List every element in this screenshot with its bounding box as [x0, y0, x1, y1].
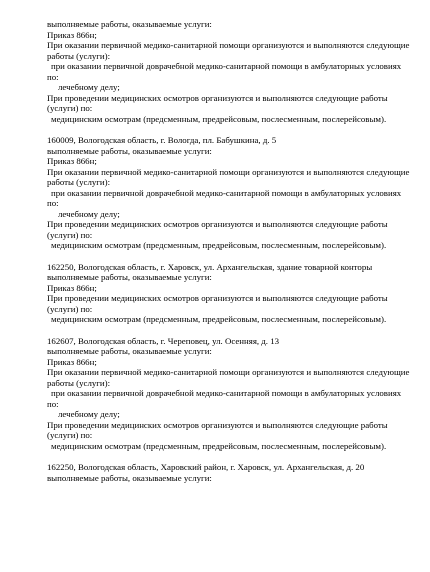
document-text-line: выполняемые работы, оказываемые услуги:: [47, 472, 212, 483]
document-text-line: 160009, Вологодская область, г. Вологда, пл. Бабушкина, д. 5: [47, 135, 277, 145]
document-text-line: выполняемые работы, оказываемые услуги:: [47, 145, 212, 156]
document-text-line: Приказ 866н;: [47, 282, 97, 293]
document-text-line: При оказании первичной медико-санитарной помощи организуются и выполняются следующие: [47, 367, 410, 377]
document-text-line: по:: [47, 398, 59, 409]
document-text-line: Приказ 866н;: [47, 29, 97, 40]
document-text-line: медицинским осмотрам (предсменным, предрейсовым, послесменным, послерейсовым).: [51, 314, 387, 324]
document-text-line: медицинским осмотрам (предсменным, предрейсовым, послесменным, послерейсовым).: [51, 240, 387, 250]
document-text-line: При проведении медицинских осмотров организуются и выполняются следующие работы: [47, 92, 388, 103]
document-text-line: 162250, Вологодская область, г. Харовск, ул. Архангельская, здание товарной конторы: [47, 261, 373, 272]
document-text-line: работы (услуги):: [47, 50, 111, 61]
document-text-line: Приказ 866н;: [47, 156, 97, 166]
document-text-line: При проведении медицинских осмотров организуются и выполняются следующие работы: [47, 219, 388, 229]
document-text-line: работы (услуги):: [47, 377, 111, 388]
document-text-line: медицинским осмотрам (предсменным, предрейсовым, послесменным, послерейсовым).: [51, 113, 387, 124]
document-text-line: при оказании первичной доврачебной медико-санитарной помощи в амбулаторных условиях: [51, 388, 402, 398]
document-text-line: при оказании первичной доврачебной медико-санитарной помощи в амбулаторных условиях: [51, 187, 402, 198]
paragraph-spacer: [47, 325, 422, 336]
document-text-line: выполняемые работы, оказываемые услуги:: [47, 346, 212, 356]
document-text-line: При проведении медицинских осмотров организуются и выполняются следующие работы: [47, 419, 388, 430]
document-text-line: по:: [47, 71, 59, 82]
document-text-line: при оказании первичной доврачебной медико-санитарной помощи в амбулаторных условиях: [51, 61, 402, 71]
document-text-line: При оказании первичной медико-санитарной помощи организуются и выполняются следующие: [47, 40, 410, 50]
paragraph-spacer: [47, 124, 422, 135]
document-text-line: (услуги) по:: [47, 430, 93, 440]
document-text-line: лечебному делу;: [58, 409, 120, 419]
document-text-line: При оказании первичной медико-санитарной помощи организуются и выполняются следующие: [47, 166, 410, 177]
document-page: [47, 19, 422, 483]
document-text-line: работы (услуги):: [47, 177, 111, 187]
document-text-line: (услуги) по:: [47, 103, 93, 113]
document-text-line: лечебному делу;: [58, 208, 120, 219]
document-text-line: по:: [47, 198, 59, 208]
document-text-line: При проведении медицинских осмотров организуются и выполняются следующие работы: [47, 293, 388, 303]
paragraph-spacer: [47, 251, 422, 262]
document-text-line: выполняемые работы, оказываемые услуги:: [47, 19, 212, 29]
document-text-line: 162250, Вологодская область, Харовский район, г. Харовск, ул. Архангельская, д. 20: [47, 462, 365, 472]
document-text-line: 162607, Вологодская область, г. Череповец, ул. Осенняя, д. 13: [47, 335, 280, 346]
document-text-line: (услуги) по:: [47, 229, 93, 240]
document-text-line: (услуги) по:: [47, 303, 93, 314]
document-text-line: выполняемые работы, оказываемые услуги:: [47, 272, 212, 282]
paragraph-spacer: [47, 451, 422, 462]
document-text-line: медицинским осмотрам (предсменным, предрейсовым, послесменным, послерейсовым).: [51, 440, 387, 451]
document-text-line: лечебному делу;: [58, 82, 120, 92]
document-text-line: Приказ 866н;: [47, 356, 97, 367]
